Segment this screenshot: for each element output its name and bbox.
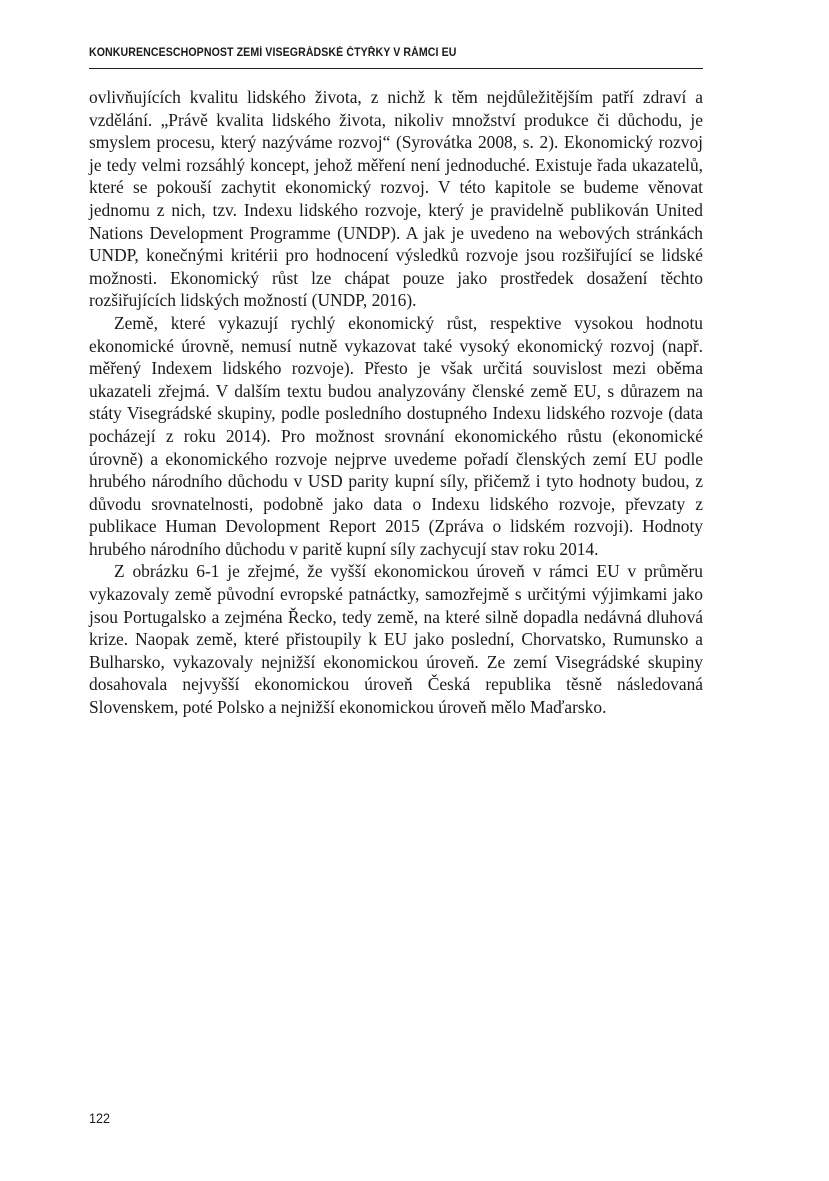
page-number: 122 (89, 1110, 111, 1126)
header-divider (89, 68, 703, 69)
paragraph: ovlivňujících kvalitu lidského života, z nichž k těm nejdůležitějším patří zdraví a vzdělání. „Právě kvalita lidského života, nikoliv množství produkce či důchodu, je smyslem procesu, který nazýváme rozvoj“ (Syrovátka 2008, s. 2). Ekonomický rozvoj je tedy velmi rozsáhlý koncept, jehož měření není jednoduché. Existuje řada ukazatelů, které se pokouší zachytit ekonomický rozvoj. V této kapitole se budeme věnovat jednomu z nich, tzv. Indexu lidského rozvoje, který je pravidelně publikován United Nations Development Programme (UNDP). A jak je uvedeno na webových stránkách UNDP, konečnými kritérii pro hodnocení výsledků rozvoje jsou rozšiřující se lidské možnosti. Ekonomický růst lze chápat pouze jako prostředek dosažení těchto rozšiřujících lidských možností (UNDP, 2016). (89, 87, 703, 311)
paragraph: Z obrázku 6-1 je zřejmé, že vyšší ekonomickou úroveň v rámci EU v průměru vykazovaly země původní evropské patnáctky, samozřejmě s určitými výjimkami jako jsou Portugalsko a zejména Řecko, tedy země, na které silně dopadla nedávná dluhová krize. Naopak země, které přistoupily k EU jako poslední, Chorvatsko, Rumunsko a Bulharsko, vykazovaly nejnižší ekonomickou úroveň. Ze zemí Visegrádské skupiny dosahovala nejvyšší ekonomickou úroveň Česká republika těsně následovaná Slovenskem, poté Polsko a nejnižší ekonomickou úroveň mělo Maďarsko. (89, 561, 703, 718)
body-text (89, 86, 703, 719)
running-header-title: KONKURENCESCHOPNOST ZEMÍ VISEGRÁDSKÉ ČTYŘKY V RÁMCI EU (89, 47, 457, 59)
paragraph: Země, které vykazují rychlý ekonomický růst, respektive vysokou hodnotu ekonomické úrovně, nemusí nutně vykazovat také vysoký ekonomický rozvoj (např. měřený Indexem lidského rozvoje). Přesto je však určitá souvislost mezi oběma ukazateli zřejmá. V dalším textu budou analyzovány členské země EU, s důrazem na státy Visegrádské skupiny, podle posledního dostupného Indexu lidského rozvoje (data pocházejí z roku 2014). Pro možnost srovnání ekonomického růstu (ekonomické úrovně) a ekonomického rozvoje nejprve uvedeme pořadí členských zemí EU podle hrubého národního důchodu v USD parity kupní síly, přičemž i tyto hodnoty budou, z důvodu srovnatelnosti, podobně jako data o Indexu lidského rozvoje, převzaty z publikace Human Devolopment Report 2015 (Zpráva o lidském rozvoji). Hodnoty hrubého národního důchodu v paritě kupní síly zachycují stav roku 2014. (89, 312, 703, 559)
